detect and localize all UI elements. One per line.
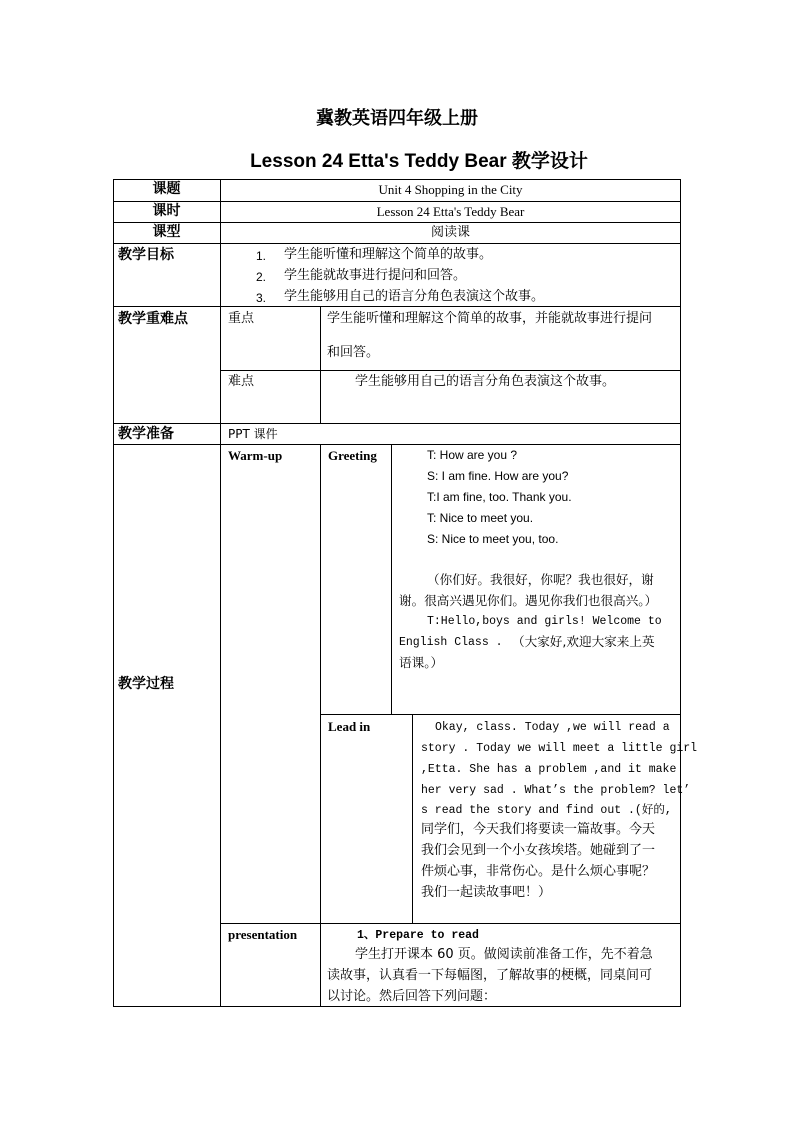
dialogue-line: T: How are you ?: [427, 448, 518, 462]
difficult-point-text: 学生能够用自己的语言分角色表演这个故事。: [355, 374, 616, 389]
row-divider: [221, 370, 681, 371]
row-divider: [113, 201, 681, 202]
type-value: 阅读课: [430, 225, 470, 240]
difficult-point-label: 难点: [228, 374, 255, 389]
key-point-label: 重点: [228, 311, 255, 326]
dialogue-line: S: Nice to meet you, too.: [427, 532, 559, 546]
greeting-translation-line1: （你们好。我很好，你呢？我也很好，谢: [427, 572, 654, 587]
topic-label: 课题: [152, 181, 181, 197]
row-divider: [113, 306, 681, 307]
process-label: 教学过程: [118, 676, 174, 692]
leadin-line: ,Etta. She has a problem ,and it make: [421, 763, 677, 776]
column-divider: [412, 714, 413, 923]
presentation-line: 读故事，认真看一下每幅图，了解故事的梗概，同桌间可: [327, 968, 653, 983]
greeting-translation-line2: 谢。很高兴遇见你们。遇见你我们也很高兴。）: [399, 593, 658, 608]
goal-text: 学生能就故事进行提问和回答。: [284, 268, 467, 283]
column-divider: [220, 179, 221, 1007]
goal-number: 2.: [256, 270, 267, 284]
document-title: 冀教英语四年级上册: [316, 108, 478, 129]
keypoints-label: 教学重难点: [118, 311, 188, 327]
leadin-line: Okay, class. Today ,we will read a: [435, 721, 670, 734]
leadin-line: 同学们，今天我们将要读一篇故事。今天: [421, 822, 656, 837]
leadin-line: 我们会见到一个小女孩埃塔。她碰到了一: [421, 843, 656, 858]
leadin-line: story . Today we will meet a little girl: [421, 742, 698, 755]
table-border-top: [113, 179, 681, 180]
presentation-line: 以讨论。然后回答下列问题：: [327, 989, 497, 1004]
table-border-left: [113, 179, 114, 1007]
goal-text: 学生能听懂和理解这个简单的故事。: [284, 247, 493, 262]
welcome-line2-cn: （大家好,欢迎大家来上英: [512, 634, 655, 649]
leadin-line: 我们一起读故事吧！）: [421, 885, 552, 900]
type-label: 课型: [152, 224, 181, 240]
goal-number: 3.: [256, 291, 267, 305]
topic-value: Unit 4 Shopping in the City: [378, 182, 523, 197]
row-divider: [113, 423, 681, 424]
presentation-line: 学生打开课本 60 页。做阅读前准备工作，先不着急: [355, 947, 653, 962]
leadin-line: s read the story and find out .(好的,: [421, 804, 672, 817]
row-divider: [113, 444, 681, 445]
column-divider: [391, 444, 392, 714]
key-point-text-line1: 学生能听懂和理解这个简单的故事，并能就故事进行提问: [327, 311, 653, 326]
period-value: Lesson 24 Etta's Teddy Bear: [376, 204, 525, 219]
key-point-text-line2: 和回答。: [327, 345, 380, 360]
column-divider: [320, 444, 321, 1007]
dialogue-line: T:I am fine, too. Thank you.: [427, 490, 572, 504]
prep-value: PPT 课件: [228, 427, 278, 441]
goals-label: 教学目标: [118, 247, 174, 263]
goal-number: 1.: [256, 249, 267, 263]
warmup-label: Warm-up: [228, 448, 283, 463]
welcome-line3: 语课。）: [399, 655, 444, 670]
document-subtitle: Lesson 24 Etta's Teddy Bear 教学设计: [250, 151, 588, 172]
greeting-label: Greeting: [328, 448, 377, 463]
leadin-line: her very sad . What’s the problem? let’: [421, 784, 691, 797]
presentation-label: presentation: [228, 927, 298, 942]
dialogue-line: T: Nice to meet you.: [427, 511, 534, 525]
welcome-line1: T:Hello,boys and girls! Welcome to: [427, 615, 662, 628]
table-border-bottom: [113, 1006, 681, 1007]
column-divider: [320, 306, 321, 423]
period-label: 课时: [152, 203, 181, 219]
leadin-line: 件烦心事，非常伤心。是什么烦心事呢？: [421, 864, 656, 879]
welcome-line2-en: English Class .: [399, 636, 503, 649]
row-divider: [113, 222, 681, 223]
presentation-step: 1、Prepare to read: [357, 929, 479, 942]
dialogue-line: S: I am fine. How are you?: [427, 469, 569, 483]
table-border-right: [680, 179, 681, 1007]
row-divider: [113, 243, 681, 244]
row-divider: [221, 923, 681, 924]
goal-text: 学生能够用自己的语言分角色表演这个故事。: [284, 289, 545, 304]
row-divider: [321, 714, 681, 715]
leadin-label: Lead in: [328, 719, 371, 734]
prep-label: 教学准备: [118, 426, 174, 442]
